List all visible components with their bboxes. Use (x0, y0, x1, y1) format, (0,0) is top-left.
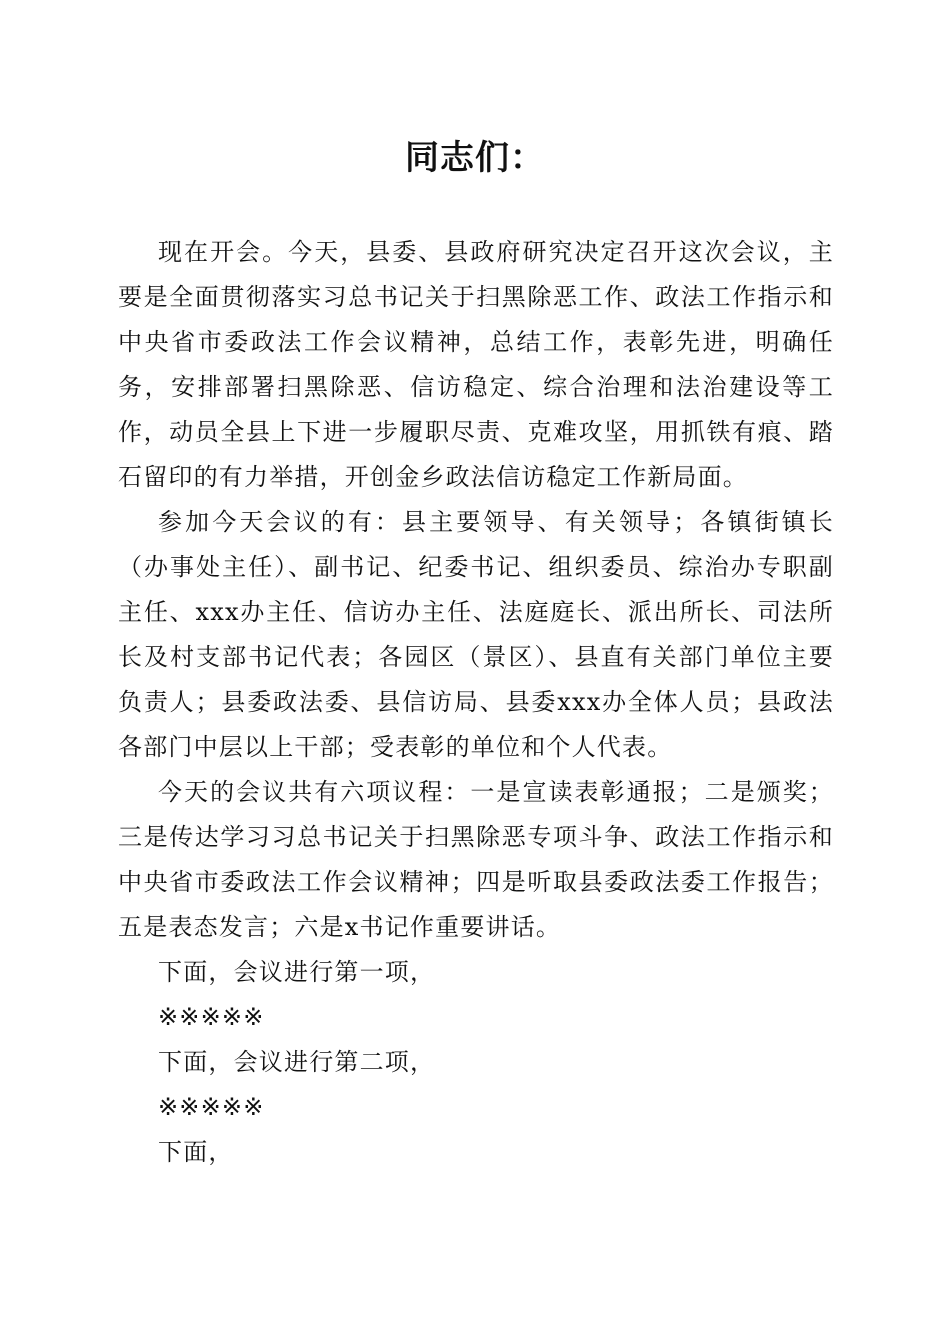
paragraph-item-one: 下面，会议进行第一项， (158, 958, 436, 986)
paragraph-opening: 现在开会。今天，县委、县政府研究决定召开这次会议，主要是全面贯彻落实习总书记关于扫黑除恶工作、政法工作指示和中央省市委政法工作会议精神，总结工作，表彰先进，明确任务，安排部署扫黑除恶、信访稳定、综合治理和法治建设等工作，动员全县上下进一步履职尽责、克难攻坚，用抓铁有痕、踏石留印的有力举措，开创金乡政法信访稳定工作新局面。 (118, 238, 834, 491)
document-body (118, 230, 834, 1175)
paragraph-attendees: 参加今天会议的有：县主要领导、有关领导；各镇街镇长（办事处主任）、副书记、纪委书记、组织委员、综治办专职副主任、xxx办主任、信访办主任、法庭庭长、派出所长、司法所长及村支部书记代表；各园区（景区）、县直有关部门单位主要负责人；县委政法委、县信访局、县委xxx办全体人员；县政法各部门中层以上干部；受表彰的单位和个人代表。 (118, 508, 834, 761)
paragraph-next: 下面， (158, 1138, 234, 1166)
paragraph-agenda: 今天的会议共有六项议程：一是宣读表彰通报；二是颁奖；三是传达学习习总书记关于扫黑除恶专项斗争、政法工作指示和中央省市委政法工作会议精神；四是听取县委政法委工作报告；五是表态发言；六是x书记作重要讲话。 (118, 778, 834, 941)
placeholder-marks-one: ※※※※※ (158, 1003, 265, 1031)
paragraph-item-two: 下面，会议进行第二项， (158, 1048, 436, 1076)
placeholder-marks-two: ※※※※※ (158, 1093, 265, 1121)
document-title: 同志们： (405, 138, 545, 178)
